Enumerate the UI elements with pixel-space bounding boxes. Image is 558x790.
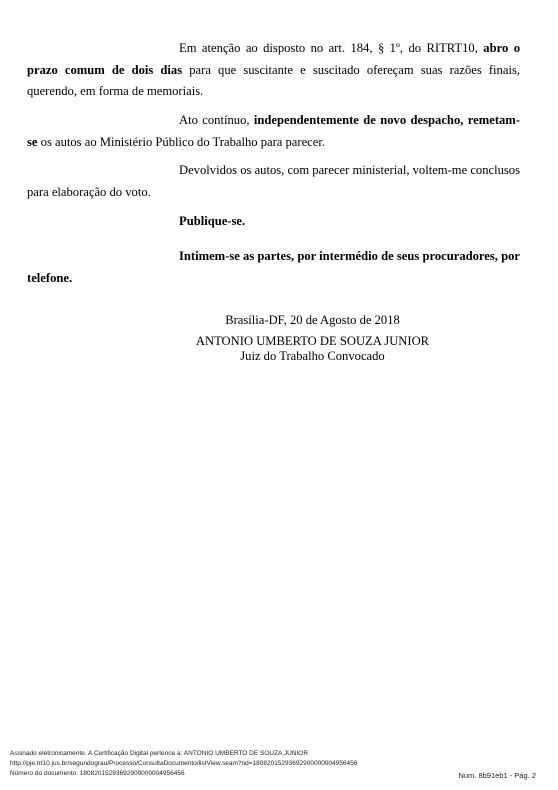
- footer-url[interactable]: http://pje.trt10.jus.br/segundograu/Processo/ConsultaDocumento/listView.seam?nd=18082015293692900000004956456: [10, 760, 358, 767]
- signer-role: Juiz do Trabalho Convocado: [240, 349, 385, 363]
- paragraph-text: para que suscitante e suscitado ofereçam suas razões finais, querendo, em forma de memoriais.: [27, 62, 520, 98]
- footer-document-number: Número do documento: 18082015293692900000004956456: [10, 770, 185, 777]
- paragraph-remessa: [27, 110, 520, 153]
- paragraph-text: Devolvidos os autos, com parecer ministerial, voltem-me conclusos para elaboração do voto.: [27, 163, 520, 199]
- paragraph-publique: [27, 211, 520, 233]
- paragraph-bold-text: independentemente de novo despacho, remetam-se: [27, 113, 520, 149]
- paragraph-text: os autos ao Ministério Público do Trabalho para parecer.: [40, 134, 326, 149]
- paragraph-prazo: [27, 38, 520, 103]
- paragraph-devolucao: [27, 160, 520, 203]
- place-date: Brasília-DF, 20 de Agosto de 2018: [225, 313, 400, 327]
- footer-signature-note: Assinado eletronicamente. A Certificação Digital pertence a: ANTONIO UMBERTO DE SOUZA JUNIOR: [10, 750, 309, 757]
- page-reference: Num. 8b91eb1 - Pág. 2: [458, 771, 536, 780]
- paragraph-bold-text: abro o prazo comum de dois dias: [27, 41, 520, 77]
- paragraph-intimem: [27, 246, 520, 289]
- paragraph-bold-text: Publique-se.: [179, 214, 246, 228]
- paragraph-text: Ato contínuo,: [179, 113, 250, 127]
- signer-name: ANTONIO UMBERTO DE SOUZA JUNIOR: [195, 334, 430, 348]
- paragraph-bold-text: Intimem-se as partes, por intermédio de seus procuradores, por telefone.: [27, 249, 520, 285]
- paragraph-text: Em atenção ao disposto no art. 184, § 1º, do RITRT10,: [179, 41, 478, 55]
